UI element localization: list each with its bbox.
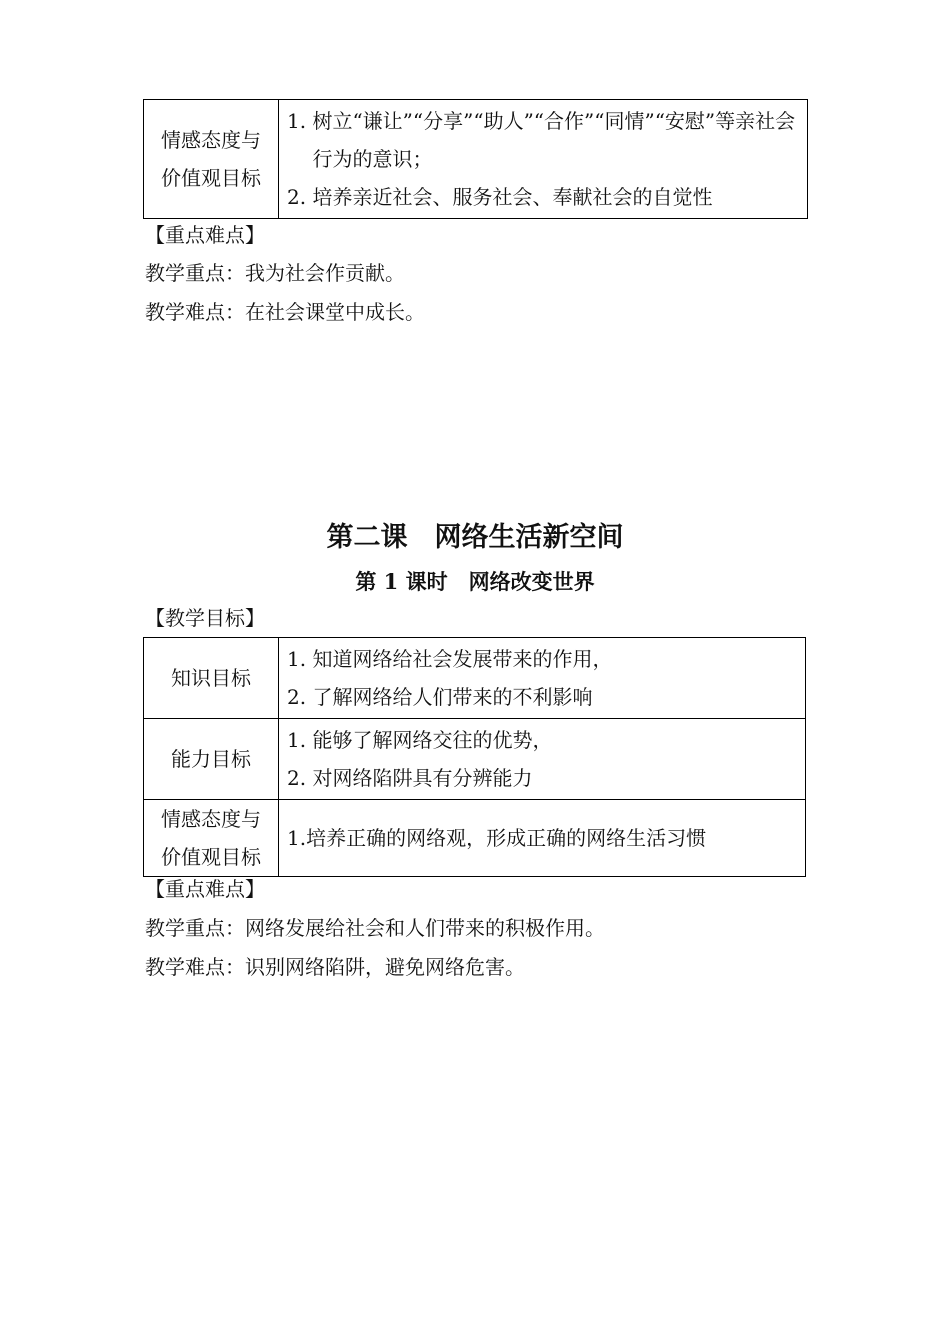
teaching-key-point: 教学重点：网络发展给社会和人们带来的积极作用。 [145, 916, 605, 940]
item-text: 培养亲近社会、服务社会、奉献社会的自觉性 [312, 185, 713, 209]
item-number: 1. [287, 728, 313, 752]
row-label-knowledge: 知识目标 [144, 638, 279, 719]
row-label-ability: 能力目标 [144, 719, 279, 800]
item-number: 2. [287, 685, 313, 709]
section-heading-key-difficult: 【重点难点】 [145, 877, 265, 901]
teaching-difficulty: 教学难点：在社会课堂中成长。 [145, 300, 425, 324]
item-text: 对网络陷阱具有分辨能力 [312, 766, 533, 790]
list-item [287, 759, 795, 797]
row-content [279, 638, 806, 719]
teaching-difficulty: 教学难点：识别网络陷阱，避免网络危害。 [145, 955, 525, 979]
list-item [287, 678, 795, 716]
item-number: 1. [287, 826, 307, 850]
objectives-table-continued [143, 99, 808, 219]
row-content [279, 719, 806, 800]
item-text: 培养正确的网络观，形成正确的网络生活习惯 [306, 826, 707, 850]
list-item [287, 819, 795, 857]
table-row [144, 100, 808, 219]
section-heading-key-difficult: 【重点难点】 [145, 223, 265, 247]
item-text: 知道网络给社会发展带来的作用， [312, 647, 613, 671]
table-row [144, 638, 806, 719]
item-text: 能够了解网络交往的优势， [312, 728, 553, 752]
item-number: 2. [287, 766, 313, 790]
list-item [287, 640, 795, 678]
row-content [279, 100, 808, 219]
item-text: 了解网络给人们带来的不利影响 [312, 685, 593, 709]
row-label-attitude: 情感态度与价值观目标 [144, 800, 279, 877]
table-row [144, 719, 806, 800]
teaching-key-point: 教学重点：我为社会作贡献。 [145, 261, 405, 285]
list-item [287, 178, 797, 216]
row-label-attitude: 情感态度与价值观目标 [144, 100, 279, 219]
table-row [144, 800, 806, 877]
objectives-heading: 【教学目标】 [145, 606, 265, 630]
item-number: 2. [287, 185, 313, 209]
objectives-table [143, 637, 806, 877]
period-title: 第 1 课时 网络改变世界 [355, 569, 595, 594]
list-item [287, 721, 795, 759]
lesson-title: 第二课 网络生活新空间 [326, 522, 624, 553]
item-text: 树立“谦让”“分享”“助人”“合作”“同情”“安慰”等亲社会行为的意识； [312, 109, 796, 171]
item-number: 1. [287, 109, 313, 133]
list-item [287, 102, 797, 178]
row-content [279, 800, 806, 877]
item-number: 1. [287, 647, 313, 671]
